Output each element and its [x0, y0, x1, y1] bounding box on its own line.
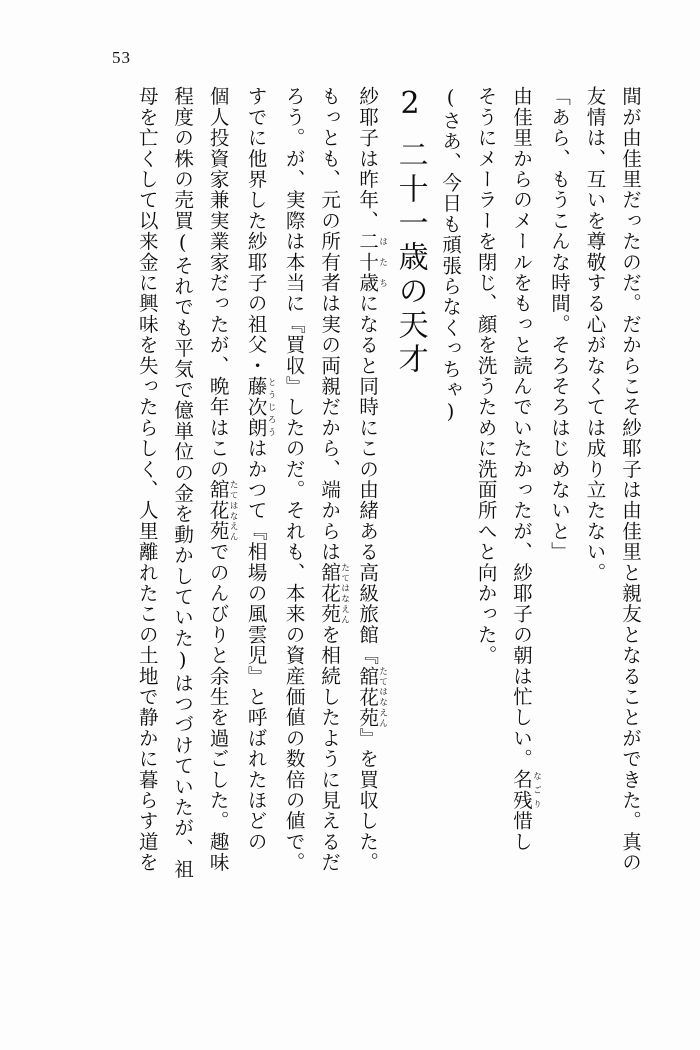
paragraph: もっとも、元の所有者は実の両親だから、端からは舘花苑たてはなえんを相続したように見えるだ — [318, 86, 350, 873]
paragraph: 紗耶子は昨年、二十歳はたちになると同時にこの由緒ある高級旅館『舘花苑たてはなえん』を買収した。 — [356, 86, 388, 873]
paragraph: 由佳里からのメールをもっと読んでいたかったが、紗耶子の朝は忙しい。名残なごり惜し — [510, 86, 542, 852]
paragraph: 間が由佳里だったのだ。だからこそ紗耶子は由佳里と親友となることができた。真の — [619, 86, 642, 873]
paragraph: すでに他界した紗耶子の祖父・藤次朗とうじろうはかつて『相場の風雲児』と呼ばれたほどの — [244, 86, 277, 852]
paragraph: 個人投資家兼実業家だったが、晩年はこの舘花苑たてはなえんでのんびりと余生を過ごした。趣味 — [206, 86, 239, 873]
ruby-二十歳: 二十歳はたち — [356, 230, 388, 294]
ruby-舘花苑: 舘花苑たてはなえん — [318, 562, 350, 625]
paragraph: 友情は、互いを尊敬する心がなくては成り立たない。 — [583, 86, 607, 583]
paragraph: (さあ、今日も頑張らなくっちゃ) — [439, 86, 463, 425]
chapter-title: 二十一歳の天才 — [392, 139, 428, 377]
ruby-舘花苑: 舘花苑たてはなえん — [206, 479, 239, 542]
paragraph: そうにメーラーを閉じ、顔を洗うために洗面所へと向かった。 — [474, 86, 498, 666]
ruby-舘花苑: 舘花苑たてはなえん — [356, 665, 388, 728]
vertical-text-body — [62, 86, 648, 1004]
chapter-heading — [388, 86, 433, 1004]
page-number: 53 — [112, 48, 131, 67]
chapter-number: 2 — [392, 86, 428, 125]
ruby-名残: 名残なごり — [510, 769, 542, 811]
ruby-藤次朗: 藤次朗とうじろう — [244, 375, 277, 438]
paragraph: ろう。が、実際は本当に『買収』したのだ。それも、本来の資産価値の数倍の値で。 — [282, 86, 306, 873]
paragraph: 程度の株の売買(それでも平気で億単位の金を動かしていた)はつづけていたが、祖 — [171, 86, 195, 880]
paragraph: 母を亡くして以来金に興味を失ったらしく、人里離れたこの土地で静かに暮らす道を — [135, 86, 159, 873]
paragraph: 「あら、もうこんな時間。そろそろはじめないと」 — [548, 86, 572, 563]
